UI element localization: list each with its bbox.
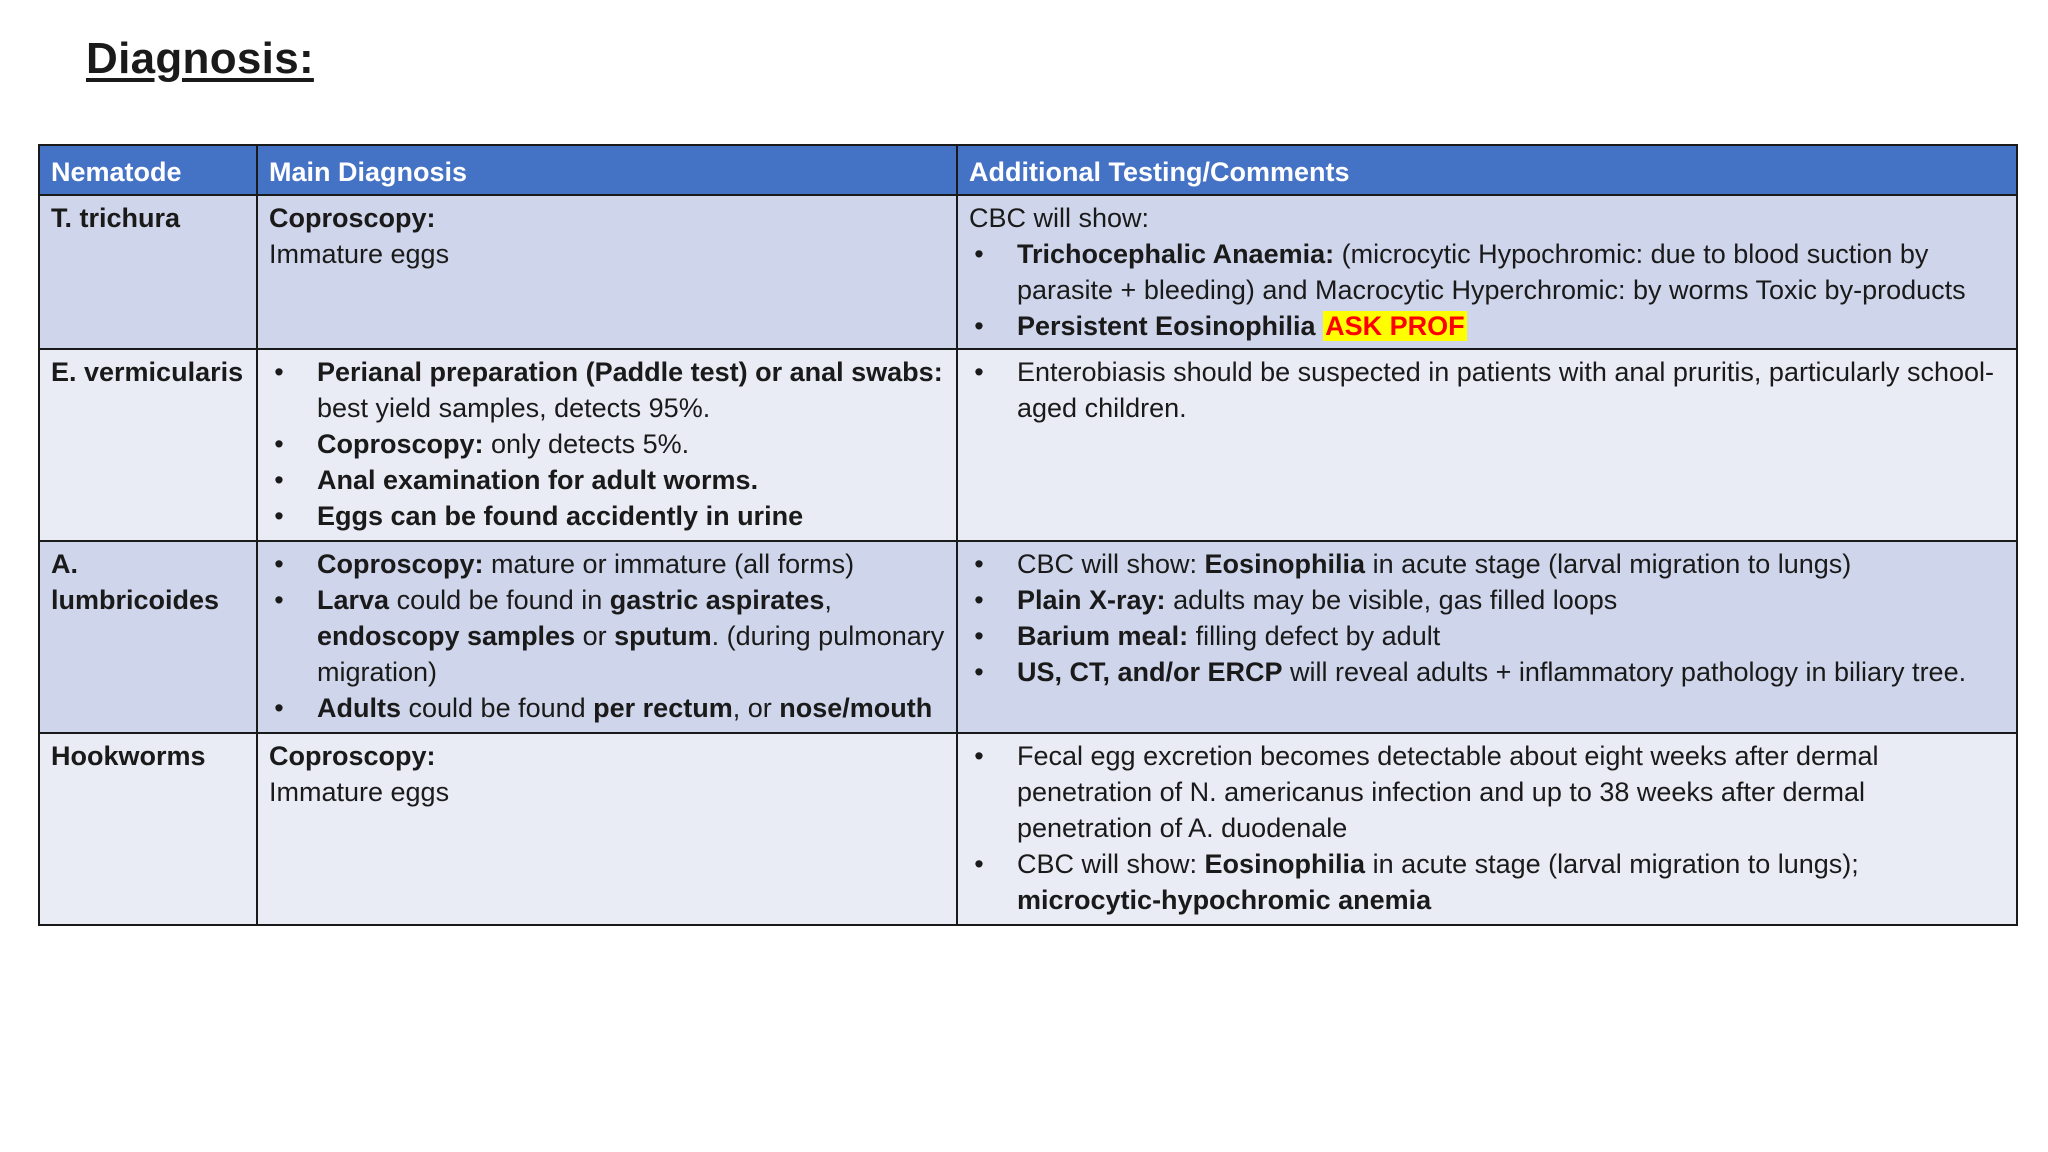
comments-intro: CBC will show: xyxy=(969,203,1150,233)
list-item xyxy=(269,426,946,462)
bold-text: Anal examination for adult worms. xyxy=(317,465,759,495)
table-row xyxy=(39,195,2017,349)
comments-cell xyxy=(957,541,2017,733)
bullet-icon: • xyxy=(974,657,984,687)
bullet-icon: • xyxy=(274,693,284,723)
bullet-icon: • xyxy=(974,239,984,269)
table-row xyxy=(39,349,2017,541)
bullet-icon: • xyxy=(274,501,284,531)
comments-cell xyxy=(957,195,2017,349)
bold-text: Plain X-ray: xyxy=(1017,585,1166,615)
list-item xyxy=(969,546,2006,582)
bold-text: Larva xyxy=(317,585,390,615)
bullet-icon: • xyxy=(274,585,284,615)
bold-text: Persistent Eosinophilia xyxy=(1017,311,1316,341)
main-diagnosis-cell xyxy=(257,733,957,925)
comments-cell xyxy=(957,733,2017,925)
page-title: Diagnosis: xyxy=(86,34,314,83)
list-item xyxy=(269,462,946,498)
list-item xyxy=(269,354,946,426)
comments-cell xyxy=(957,349,2017,541)
bullet-icon: • xyxy=(974,357,984,387)
main-diagnosis-cell xyxy=(257,195,957,349)
list-item xyxy=(269,690,946,726)
bold-text: Perianal preparation (Paddle test) or anal swabs: xyxy=(317,357,943,387)
nematode-cell: A. lumbricoides xyxy=(39,541,257,733)
bullet-icon: • xyxy=(974,585,984,615)
text: best yield samples, detects 95%. xyxy=(317,393,711,423)
text: will reveal adults + inflammatory pathology in biliary tree. xyxy=(1282,657,1967,687)
list-item xyxy=(269,498,946,534)
bold-text: per rectum xyxy=(593,693,733,723)
bold-text: Eggs can be found accidently in urine xyxy=(317,501,804,531)
bullet-icon: • xyxy=(974,621,984,651)
diagnosis-table xyxy=(38,144,2018,926)
list-item xyxy=(969,618,2006,654)
bold-text: US, CT, and/or ERCP xyxy=(1017,657,1283,687)
text: adults may be visible, gas filled loops xyxy=(1165,585,1618,615)
column-header-nematode: Nematode xyxy=(39,145,257,195)
bold-text: sputum xyxy=(614,621,712,651)
bullet-list xyxy=(969,236,2006,344)
ask-prof-highlight: ASK PROF xyxy=(1325,311,1465,341)
list-item xyxy=(269,546,946,582)
text: . (during pulmonary migration) xyxy=(317,621,945,687)
text: could be found xyxy=(401,693,594,723)
bold-text: Trichocephalic Anaemia: xyxy=(1017,239,1335,269)
text: filling defect by adult xyxy=(1188,621,1441,651)
bullet-list xyxy=(969,546,2006,690)
table-row xyxy=(39,733,2017,925)
list-item xyxy=(969,308,2006,344)
bold-text: nose/mouth xyxy=(779,693,933,723)
bold-text: Coproscopy: xyxy=(317,429,484,459)
main-text: Immature eggs xyxy=(269,239,450,269)
bullet-icon: • xyxy=(274,549,284,579)
list-item xyxy=(969,236,2006,308)
bold-text: gastric aspirates xyxy=(609,585,825,615)
bold-text: Adults xyxy=(317,693,401,723)
main-heading: Coproscopy: xyxy=(269,203,436,233)
text: or xyxy=(575,621,615,651)
bold-text: microcytic-hypochromic anemia xyxy=(1017,885,1432,915)
main-diagnosis-cell xyxy=(257,349,957,541)
bullet-icon: • xyxy=(274,465,284,495)
nematode-cell: T. trichura xyxy=(39,195,257,349)
list-item xyxy=(969,354,2006,426)
nematode-cell: E. vermicularis xyxy=(39,349,257,541)
bullet-list xyxy=(969,354,2006,426)
bullet-list xyxy=(269,354,946,534)
nematode-cell: Hookworms xyxy=(39,733,257,925)
text: (microcytic Hypochromic: due to blood suction by parasite + bleeding) and Macrocytic Hyperchromic: by worms Toxic by-products xyxy=(1017,239,1966,305)
text: could be found in xyxy=(389,585,610,615)
column-header-additional-testing: Additional Testing/Comments xyxy=(957,145,2017,195)
text: only detects 5%. xyxy=(483,429,690,459)
text: CBC will show: xyxy=(1017,549,1205,579)
bullet-icon: • xyxy=(274,429,284,459)
text: , xyxy=(824,585,832,615)
bullet-icon: • xyxy=(974,549,984,579)
bullet-icon: • xyxy=(974,741,984,771)
bold-text: Barium meal: xyxy=(1017,621,1189,651)
text: CBC will show: xyxy=(1017,849,1205,879)
bold-text: endoscopy samples xyxy=(317,621,576,651)
bullet-icon: • xyxy=(274,357,284,387)
bold-text: Coproscopy: xyxy=(317,549,484,579)
main-heading: Coproscopy: xyxy=(269,741,436,771)
bold-text: Eosinophilia xyxy=(1204,849,1366,879)
text: mature or immature (all forms) xyxy=(483,549,855,579)
text: in acute stage (larval migration to lungs) xyxy=(1365,549,1852,579)
list-item xyxy=(269,582,946,690)
text: in acute stage (larval migration to lungs); xyxy=(1365,849,1859,879)
bullet-icon: • xyxy=(974,849,984,879)
main-diagnosis-cell xyxy=(257,541,957,733)
bullet-icon: • xyxy=(974,311,984,341)
column-header-main-diagnosis: Main Diagnosis xyxy=(257,145,957,195)
list-item xyxy=(969,738,2006,846)
bullet-list xyxy=(269,546,946,726)
list-item xyxy=(969,582,2006,618)
text: Enterobiasis should be suspected in patients with anal pruritis, particularly school-aged children. xyxy=(1017,357,1995,423)
bullet-list xyxy=(969,738,2006,918)
text: , or xyxy=(732,693,780,723)
table-header-row xyxy=(39,145,2017,195)
bold-text: Eosinophilia xyxy=(1204,549,1366,579)
text: Fecal egg excretion becomes detectable about eight weeks after dermal penetration of N. americanus infection and up to 38 weeks after dermal penetration of A. duodenale xyxy=(1017,741,1879,843)
table-row xyxy=(39,541,2017,733)
main-text: Immature eggs xyxy=(269,777,450,807)
list-item xyxy=(969,846,2006,918)
list-item xyxy=(969,654,2006,690)
